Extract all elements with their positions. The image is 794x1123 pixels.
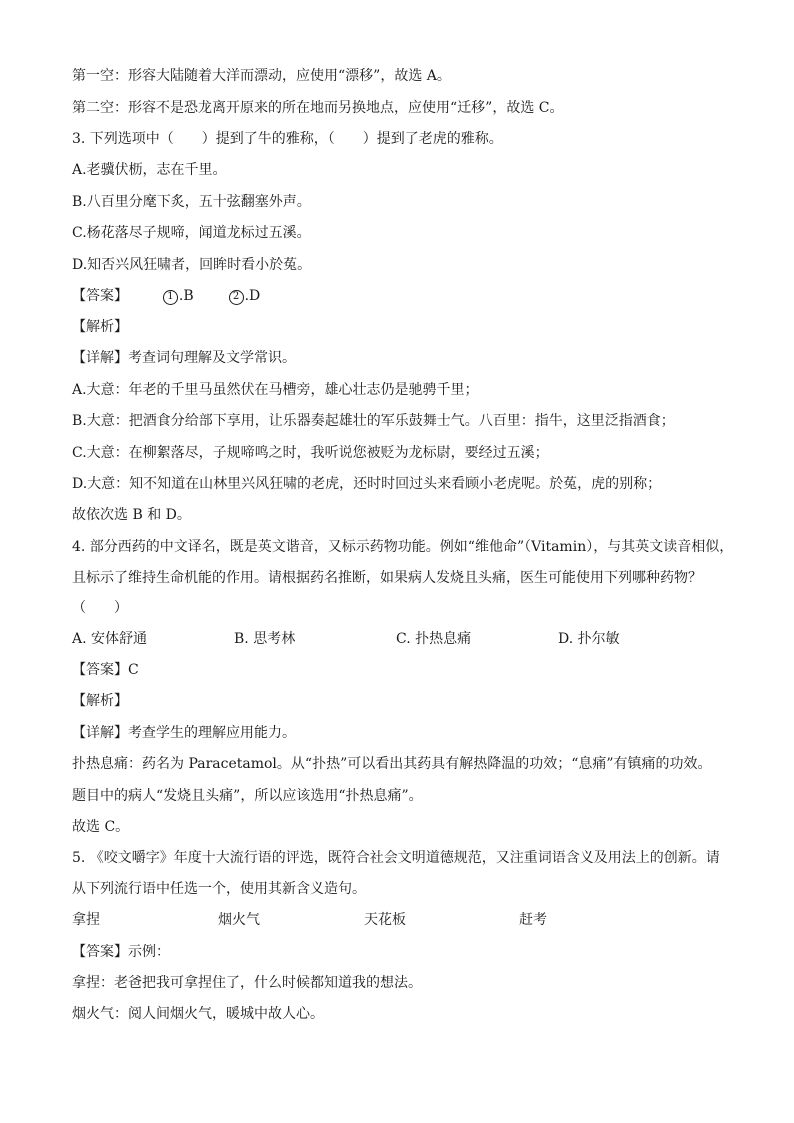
text-line: B.大意：把酒食分给部下享用，让乐器奏起雄壮的军乐鼓舞士气。八百里：指牛，这里泛指酒食； [72, 413, 675, 429]
question-3-option-d: D.知否兴风狂啸者，回眸时看小於菟。 [72, 257, 312, 273]
question-3-option-b: B.八百里分麾下炙，五十弦翻塞外声。 [72, 194, 311, 210]
question-5-answer: 【答案】示例： [72, 944, 170, 960]
question-5-stem: 从下列流行语中任选一个，使用其新含义造句。 [72, 881, 366, 897]
question-5-stem: 5. 《咬文嚼字》年度十大流行语的评选，既符合社会文明道德规范，又注重词语含义及用法上的创新。请 [72, 850, 720, 866]
analysis-label: 【解析】 [72, 319, 128, 335]
detail-line: 【详解】考查词句理解及文学常识。 [72, 350, 296, 366]
text-line: 第一空：形容大陆随着大洋而漂动，应使用“漂移”，故选 A。 [72, 68, 451, 84]
text-line: A.大意：年老的千里马虽然伏在马槽旁，雄心壮志仍是驰骋千里； [72, 382, 479, 398]
text-line: 扑热息痛：药名为 Paracetamol。从“扑热”可以看出其药具有解热降温的功效；“息痛”有镇痛的功效。 [72, 756, 712, 772]
question-4-blank: （ ） [72, 600, 128, 616]
question-4-option-a: A. 安体舒通 [72, 631, 148, 647]
detail-line: 【详解】考查学生的理解应用能力。 [72, 725, 296, 741]
text-line: 第二空：形容不是恐龙离开原来的所在地而另换地点，应使用“迁移”，故选 C。 [72, 100, 564, 116]
question-4-option-d: D. 扑尔敏 [558, 631, 620, 647]
circled-number-two: 2 [229, 290, 244, 305]
word-option: 拿捏 [72, 912, 100, 928]
question-3-answer [72, 286, 734, 306]
question-4-stem: 4. 部分西药的中文译名，既是英文谐音，又标示药物功能。例如“维他命”（Vitamin），与其英文读音相似， [72, 539, 734, 555]
answer-one: .B [178, 288, 194, 304]
question-4-option-c: C. 扑热息痛 [396, 631, 472, 647]
question-3-stem: 3. 下列选项中（ ）提到了牛的雅称，（ ）提到了老虎的雅称。 [72, 131, 503, 147]
analysis-label: 【解析】 [72, 693, 128, 709]
text-line: 烟火气：阅人间烟火气，暖城中故人心。 [72, 1006, 324, 1022]
question-3-option-a: A.老骥伏枥，志在千里。 [72, 162, 227, 178]
text-line: 故选 C。 [72, 819, 130, 835]
word-option: 赶考 [519, 912, 547, 928]
question-5-words [72, 910, 734, 930]
text-line: 故依次选 B 和 D。 [72, 507, 191, 523]
question-4-answer: 【答案】C [72, 662, 139, 678]
word-option: 天花板 [364, 912, 406, 928]
answer-label: 【答案】 [72, 288, 128, 304]
question-4-options [72, 629, 734, 649]
text-line: 题目中的病人“发烧且头痛”，所以应该选用“扑热息痛”。 [72, 788, 423, 804]
word-option: 烟火气 [218, 912, 260, 928]
question-4-stem: 且标示了维持生命机能的作用。请根据药名推断，如果病人发烧且头痛，医生可能使用下列哪种药物？ [72, 570, 702, 586]
text-line: D.大意：知不知道在山林里兴风狂啸的老虎，还时时回过头来看顾小老虎呢。於菟，虎的别称； [72, 476, 662, 492]
text-line: C.大意：在柳絮落尽，子规啼鸣之时，我听说您被贬为龙标尉，要经过五溪； [72, 445, 549, 461]
question-4-option-b: B. 思考林 [234, 631, 296, 647]
question-3-option-c: C.杨花落尽子规啼，闻道龙标过五溪。 [72, 225, 311, 241]
answer-two: .D [244, 288, 261, 304]
circled-number-one: 1 [163, 290, 178, 305]
text-line: 拿捏：老爸把我可拿捏住了，什么时候都知道我的想法。 [72, 975, 422, 991]
